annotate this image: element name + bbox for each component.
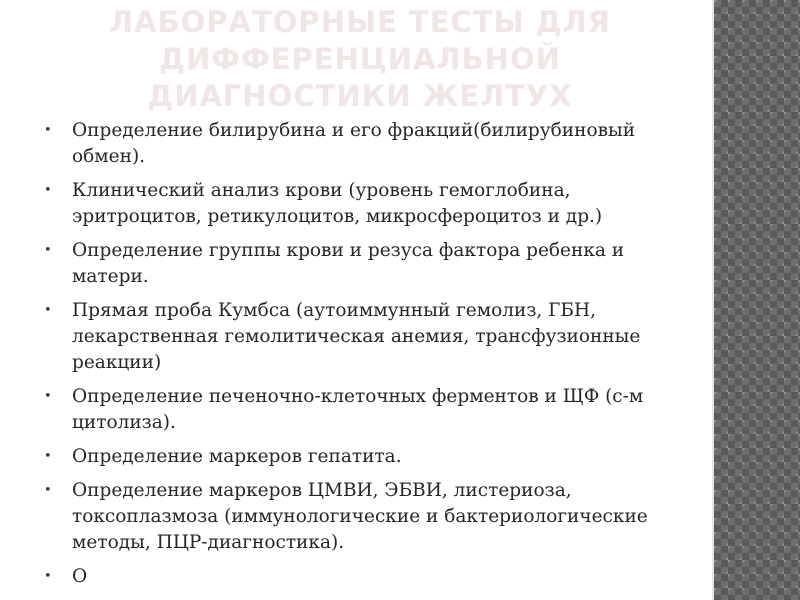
bullet-icon: • bbox=[44, 569, 52, 584]
list-item-text: Определение билирубина и его фракций(билирубиновый обмен). bbox=[72, 120, 636, 167]
bullet-icon: • bbox=[44, 123, 52, 138]
bullet-list bbox=[44, 118, 674, 598]
slide-title: ЛАБОРАТОРНЫЕ ТЕСТЫ ДЛЯ ДИФФЕРЕНЦИАЛЬНОЙ ДИАГНОСТИКИ ЖЕЛТУХ bbox=[109, 5, 611, 113]
bullet-icon: • bbox=[44, 303, 52, 318]
decorative-pattern-strip bbox=[712, 0, 800, 600]
list-item bbox=[44, 384, 674, 436]
list-item-text: Определение печеночно-клеточных ферментов и ЩФ (с-м цитолиза). bbox=[72, 386, 644, 433]
list-item bbox=[44, 444, 674, 470]
bullet-icon: • bbox=[44, 183, 52, 198]
bullet-icon: • bbox=[44, 243, 52, 258]
bullet-icon: • bbox=[44, 449, 52, 464]
list-item-text: Клинический анализ крови (уровень гемоглобина, эритроцитов, ретикулоцитов, микросфероцитоз и др.) bbox=[72, 180, 603, 227]
list-item bbox=[44, 564, 674, 590]
list-item-text: Определение маркеров ЦМВИ, ЭБВИ, листериоза, токсоплазмоза (иммунологические и бактериологические методы, ПЦР-диагностика). bbox=[72, 480, 648, 553]
list-item bbox=[44, 178, 674, 230]
list-item bbox=[44, 118, 674, 170]
list-item-text: Определение маркеров гепатита. bbox=[72, 446, 402, 467]
list-item-text: Прямая проба Кумбса (аутоиммунный гемолиз, ГБН, лекарственная гемолитическая анемия, трансфузионные реакции) bbox=[72, 300, 641, 373]
list-item bbox=[44, 478, 674, 556]
bullet-icon: • bbox=[44, 483, 52, 498]
list-item-text: Определение группы крови и резуса фактора ребенка и матери. bbox=[72, 240, 625, 287]
list-item-text: О bbox=[72, 566, 88, 587]
list-item bbox=[44, 238, 674, 290]
bullet-icon: • bbox=[44, 389, 52, 404]
list-item bbox=[44, 298, 674, 376]
